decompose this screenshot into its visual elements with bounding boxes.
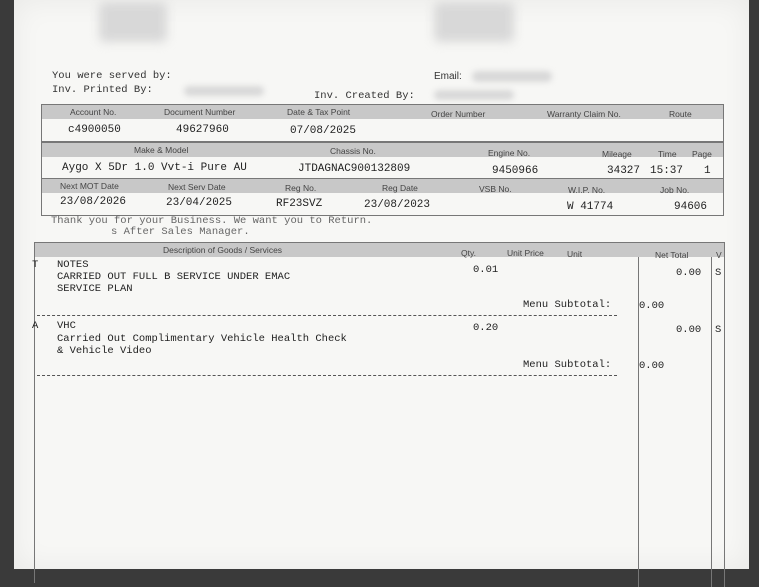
account-no-value: c4900050: [68, 124, 121, 136]
created-by-label: Inv. Created By:: [314, 90, 415, 102]
item-1-code: T: [32, 259, 39, 271]
item-2-subtotal-label: Menu Subtotal:: [523, 359, 612, 371]
next-mot-label: Next MOT Date: [60, 181, 119, 191]
wip-no-label: W.I.P. No.: [568, 185, 606, 195]
item-1-subtotal-label: Menu Subtotal:: [523, 299, 612, 311]
date-tax-point-label: Date & Tax Point: [287, 107, 351, 117]
item-1-subtotal: 0.00: [639, 300, 665, 312]
info-row-3: [41, 178, 724, 216]
items-table: [34, 242, 725, 583]
item-1-vat: S: [715, 267, 722, 279]
mileage-label: Mileage: [602, 149, 632, 159]
warranty-claim-label: Warranty Claim No.: [547, 109, 621, 119]
item-2-qty: 0.20: [473, 322, 499, 334]
engine-no-label: Engine No.: [488, 148, 531, 158]
info-row-2: [41, 142, 724, 180]
time-value: 15:37: [650, 165, 684, 177]
document-number-value: 49627960: [176, 124, 229, 136]
thank-you-line: Thank you for your Business. We want you to Return.: [51, 215, 373, 227]
item-1-separator: [37, 315, 617, 316]
item-2-vat: S: [715, 324, 722, 336]
wip-no-value: W 41774: [567, 201, 614, 213]
next-serv-value: 23/04/2025: [166, 197, 233, 209]
chassis-no-label: Chassis No.: [330, 146, 376, 156]
reg-no-value: RF23SVZ: [276, 198, 323, 210]
chassis-no-value: JTDAGNAC900132809: [298, 163, 411, 175]
item-2-subtotal: 0.00: [639, 360, 665, 372]
redacted-logo-left: [99, 2, 167, 42]
info-row-1: [41, 104, 724, 142]
page-label: Page: [692, 149, 712, 159]
time-label: Time: [658, 149, 677, 159]
redacted-printed-by: [184, 86, 264, 96]
route-label: Route: [669, 109, 692, 119]
redacted-logo-right: [434, 2, 514, 42]
vat-column-left: [711, 257, 712, 587]
redacted-created-by: [434, 90, 514, 100]
document-number-label: Document Number: [164, 107, 236, 117]
printed-by-label: Inv. Printed By:: [52, 84, 153, 96]
redacted-email: [472, 71, 552, 82]
next-mot-value: 23/08/2026: [60, 196, 127, 208]
item-1-net: 0.00: [676, 267, 702, 279]
item-1-title: NOTES: [57, 259, 89, 271]
account-no-label: Account No.: [70, 107, 117, 117]
engine-no-value: 9450966: [492, 165, 539, 177]
mileage-value: 34327: [607, 165, 641, 177]
served-by-label: You were served by:: [52, 70, 172, 82]
make-model-label: Make & Model: [134, 145, 189, 155]
description-header: Description of Goods / Services: [163, 245, 283, 255]
job-no-value: 94606: [674, 201, 708, 213]
item-1-qty: 0.01: [473, 264, 499, 276]
vsb-no-label: VSB No.: [479, 184, 512, 194]
invoice-paper: [14, 0, 749, 569]
job-no-label: Job No.: [660, 185, 690, 195]
item-1-line-2: SERVICE PLAN: [57, 283, 133, 295]
net-total-header: Net Total: [655, 250, 689, 260]
item-2-line-2: & Vehicle Video: [57, 345, 152, 357]
vat-header: V: [716, 250, 722, 260]
unit-header: Unit: [567, 249, 583, 259]
unit-price-header: Unit Price: [507, 248, 544, 258]
sales-manager-line: s After Sales Manager.: [111, 226, 250, 238]
item-2-code: A: [32, 320, 39, 332]
reg-no-label: Reg No.: [285, 183, 317, 193]
table-right-edge: [724, 243, 725, 587]
order-number-label: Order Number: [431, 109, 486, 119]
qty-header: Qty.: [461, 248, 476, 258]
item-2-separator: [37, 375, 617, 376]
date-tax-point-value: 07/08/2025: [290, 125, 357, 137]
item-2-line-1: Carried Out Complimentary Vehicle Health Check: [57, 333, 347, 345]
email-label: Email:: [434, 71, 462, 82]
item-2-net: 0.00: [676, 324, 702, 336]
item-2-title: VHC: [57, 320, 76, 332]
reg-date-label: Reg Date: [382, 183, 418, 193]
next-serv-label: Next Serv Date: [168, 182, 226, 192]
item-1-line-1: CARRIED OUT FULL B SERVICE UNDER EMAC: [57, 271, 291, 283]
page-value: 1: [704, 165, 711, 177]
reg-date-value: 23/08/2023: [364, 199, 431, 211]
make-model-value: Aygo X 5Dr 1.0 Vvt-i Pure AU: [62, 162, 247, 174]
